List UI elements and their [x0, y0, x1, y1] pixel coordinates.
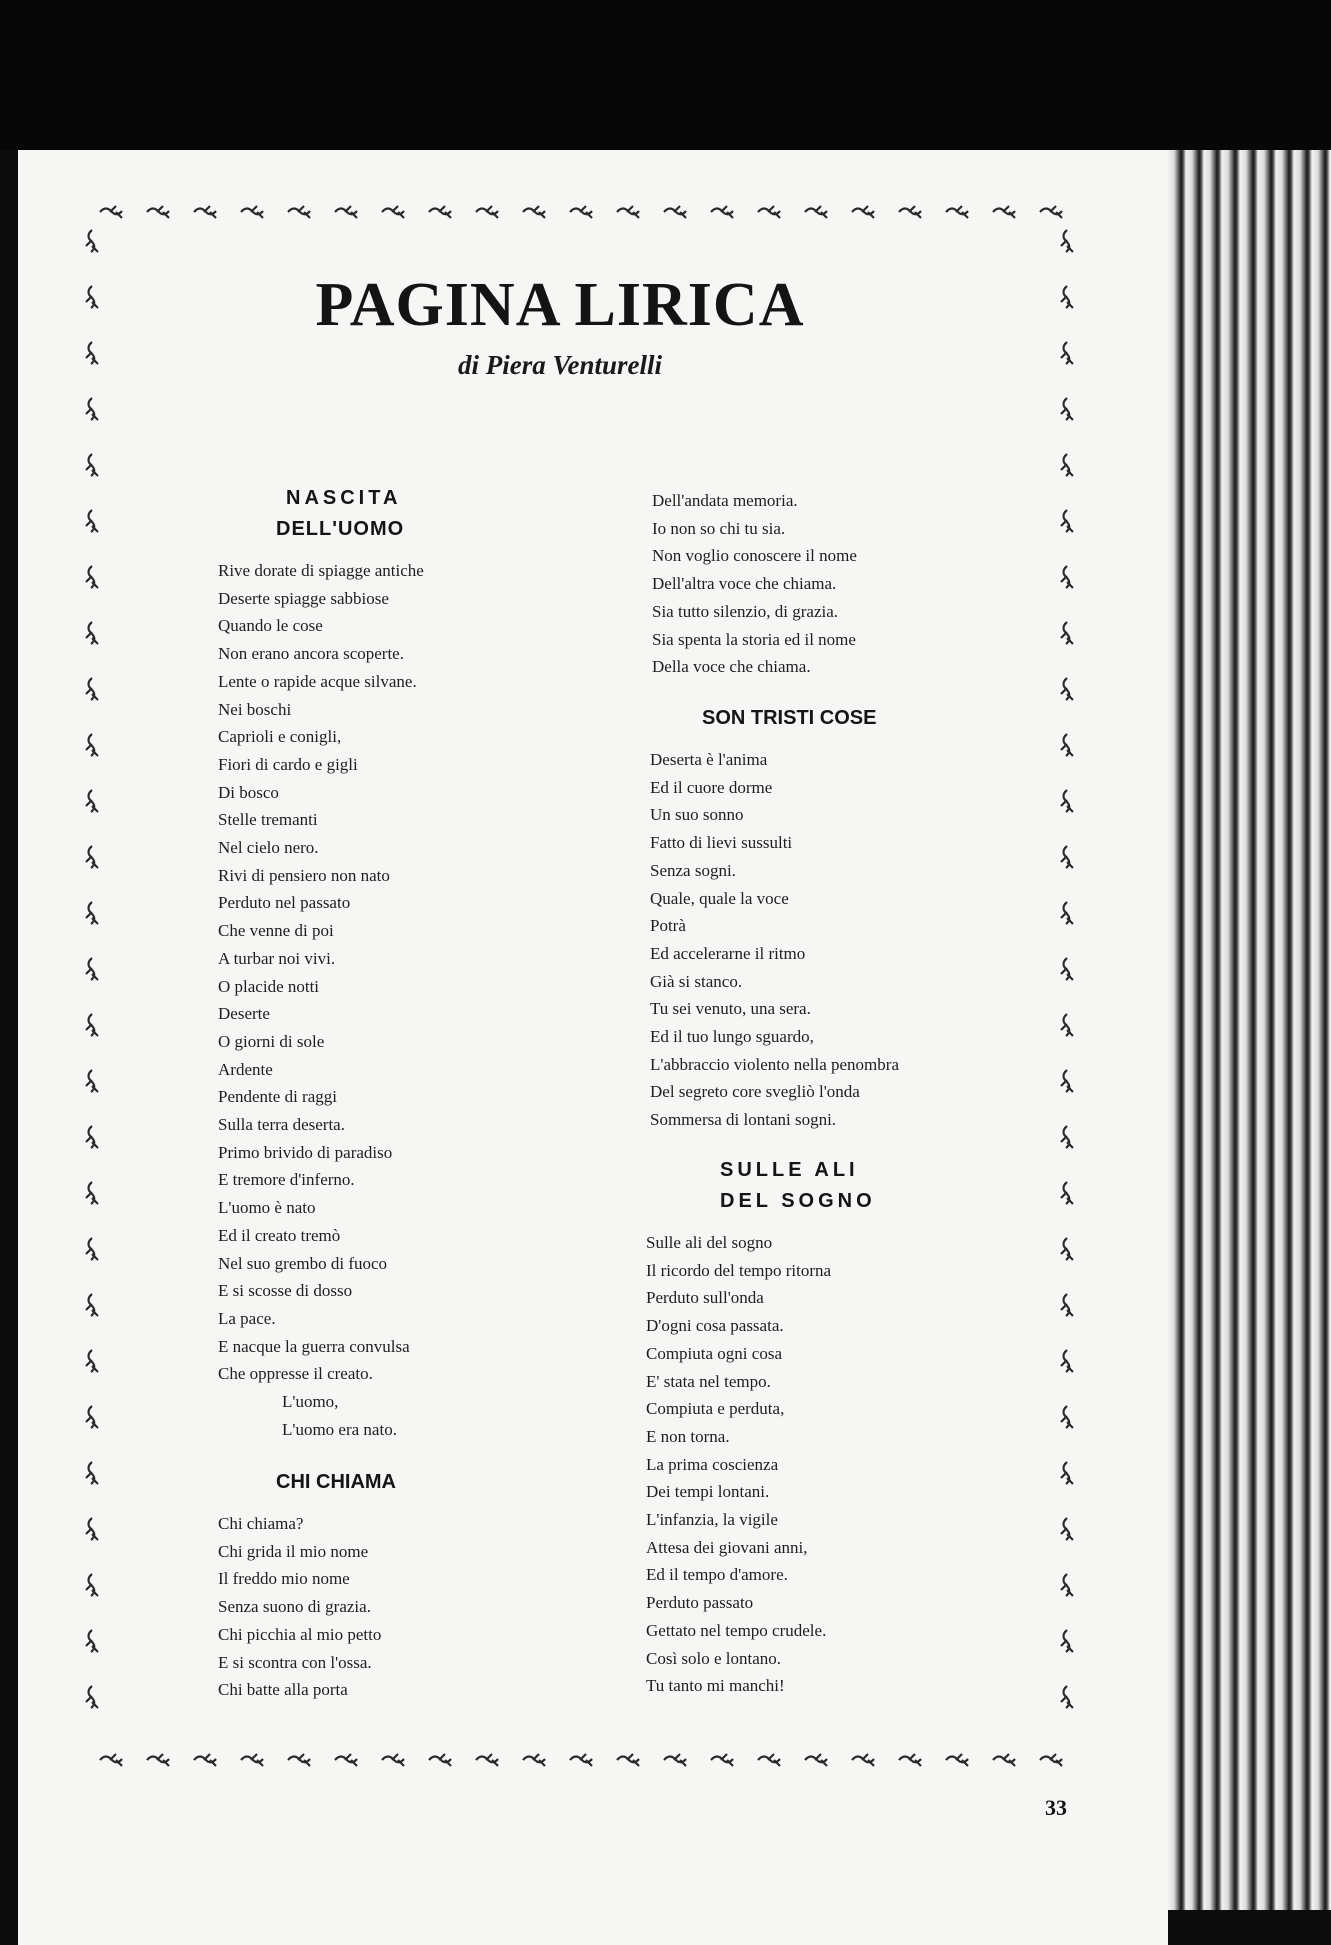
poem-line: Nei boschi	[218, 699, 292, 719]
poem-line: Primo brivido di paradiso	[218, 1142, 393, 1162]
poem-line: Deserte	[218, 1004, 270, 1024]
border-motif	[86, 1238, 98, 1260]
border-motif	[1061, 1350, 1073, 1372]
border-motif	[523, 1754, 545, 1766]
border-motif	[86, 1462, 98, 1484]
border-motif	[1061, 510, 1073, 532]
border-motif	[86, 734, 98, 756]
border-motif	[993, 206, 1015, 218]
poem-title-line: SULLE ALI	[720, 1159, 859, 1181]
poem-line: Attesa dei giovani anni,	[646, 1537, 808, 1557]
border-motif	[711, 206, 733, 218]
border-motif	[86, 1574, 98, 1596]
poem-line: Fiori di cardo e gigli	[218, 754, 358, 774]
border-motif	[805, 1754, 827, 1766]
poem-indented-lines	[218, 1388, 518, 1443]
border-motif	[1061, 1630, 1073, 1652]
poem-line: Gettato nel tempo crudele.	[646, 1620, 827, 1640]
border-motif	[1040, 1754, 1062, 1766]
poem-line: Quale, quale la voce	[650, 888, 789, 908]
border-motif	[86, 622, 98, 644]
poem-line: Tu tanto mi manchi!	[646, 1676, 785, 1696]
poem-line: E si scontra con l'ossa.	[218, 1652, 372, 1672]
poem-line: Del segreto core svegliò l'onda	[650, 1082, 860, 1102]
border-motif	[1061, 1406, 1073, 1428]
poem-line: E tremore d'inferno.	[218, 1170, 355, 1190]
border-motif	[1061, 678, 1073, 700]
poem-line: Il ricordo del tempo ritorna	[646, 1260, 832, 1280]
border-motif	[100, 1754, 122, 1766]
border-motif	[617, 1754, 639, 1766]
border-motif	[1061, 622, 1073, 644]
border-motif	[1061, 398, 1073, 420]
border-motif	[570, 1754, 592, 1766]
poem-title-line: NASCITA	[286, 487, 402, 509]
poem-line: Ed il creato tremò	[218, 1225, 341, 1245]
border-motif	[86, 1294, 98, 1316]
poem-line: Il freddo mio nome	[218, 1569, 350, 1589]
border-motif	[86, 1350, 98, 1372]
border-motif	[86, 678, 98, 700]
border-motif	[147, 1754, 169, 1766]
poem-line: Dell'altra voce che chiama.	[652, 574, 837, 594]
border-motif	[946, 1754, 968, 1766]
border-motif	[1061, 342, 1073, 364]
poem-line: A turbar noi vivi.	[218, 948, 336, 968]
border-motif	[86, 566, 98, 588]
poem-line: Nel suo grembo di fuoco	[218, 1253, 388, 1273]
poem-lines	[646, 1229, 986, 1700]
border-motif	[86, 398, 98, 420]
border-motif	[993, 1754, 1015, 1766]
poem-line: Così solo e lontano.	[646, 1648, 782, 1668]
border-motif	[1061, 286, 1073, 308]
poem-line: E' stata nel tempo.	[646, 1371, 771, 1391]
border-motif	[1061, 1182, 1073, 1204]
border-motif	[1061, 902, 1073, 924]
poem-line: Sia tutto silenzio, di grazia.	[652, 601, 839, 621]
border-motif	[86, 1126, 98, 1148]
border-motif	[429, 1754, 451, 1766]
border-motif	[664, 206, 686, 218]
border-motif	[852, 206, 874, 218]
border-motif	[1061, 230, 1073, 252]
poem-line: Ed il tempo d'amore.	[646, 1565, 788, 1585]
poem-lines	[218, 557, 518, 1388]
poem-line: Perduto passato	[646, 1593, 754, 1613]
border-motif	[86, 342, 98, 364]
border-motif	[86, 846, 98, 868]
poem-line: Che venne di poi	[218, 921, 334, 941]
border-motif	[1061, 846, 1073, 868]
border-motif	[476, 206, 498, 218]
border-motif	[86, 1182, 98, 1204]
poem-line: Fatto di lievi sussulti	[650, 833, 793, 853]
poem-line: Che oppresse il creato.	[218, 1364, 373, 1384]
poem-line: Lente o rapide acque silvane.	[218, 671, 417, 691]
border-motif	[1061, 1574, 1073, 1596]
poem-line: O placide notti	[218, 976, 320, 996]
poem-line: L'uomo,	[282, 1392, 339, 1412]
poem-line: Un suo sonno	[650, 805, 744, 825]
poem-title-line: DEL SOGNO	[720, 1190, 876, 1212]
border-motif	[899, 206, 921, 218]
border-motif	[86, 286, 98, 308]
poem-line: Deserte spiagge sabbiose	[218, 588, 389, 608]
poem-line: Nel cielo nero.	[218, 838, 319, 858]
poem-line: Io non so chi tu sia.	[652, 518, 786, 538]
poem-lines	[652, 487, 992, 681]
border-motif	[1061, 734, 1073, 756]
border-motif	[100, 206, 122, 218]
poem-line: Rive dorate di spiagge antiche	[218, 561, 424, 580]
border-motif	[241, 206, 263, 218]
poem-chi-chiama	[218, 1467, 518, 1704]
border-bottom-ornament	[80, 1748, 1075, 1772]
poem-line: Sulle ali del sogno	[646, 1233, 773, 1252]
border-motif	[1061, 1126, 1073, 1148]
poem-line: L'uomo è nato	[218, 1198, 316, 1218]
poem-line: Chi picchia al mio petto	[218, 1624, 382, 1644]
page-title: PAGINA LIRICA	[315, 271, 805, 339]
poem-title-line: SON TRISTI COSE	[702, 707, 877, 729]
poem-line: Perduto sull'onda	[646, 1288, 764, 1308]
border-motif	[1061, 454, 1073, 476]
page-number: 33	[1045, 1795, 1067, 1820]
border-motif	[1061, 1462, 1073, 1484]
border-motif	[523, 206, 545, 218]
poem-line: Chi chiama?	[218, 1514, 304, 1533]
border-motif	[1061, 958, 1073, 980]
poem-line: Sommersa di lontani sogni.	[650, 1110, 837, 1130]
poem-line: Dei tempi lontani.	[646, 1482, 770, 1502]
border-motif	[852, 1754, 874, 1766]
border-motif	[194, 206, 216, 218]
border-motif	[570, 206, 592, 218]
border-motif	[86, 1686, 98, 1708]
border-motif	[758, 206, 780, 218]
border-top-ornament	[80, 200, 1075, 224]
border-motif	[288, 206, 310, 218]
border-motif	[899, 1754, 921, 1766]
border-left-ornament	[80, 220, 104, 1750]
poem-line: E non torna.	[646, 1426, 730, 1446]
poem-line: La pace.	[218, 1308, 276, 1328]
poem-lines	[218, 1510, 518, 1704]
border-motif	[1061, 1518, 1073, 1540]
border-motif	[288, 1754, 310, 1766]
border-motif	[617, 206, 639, 218]
border-motif	[1061, 1686, 1073, 1708]
poem-line: E nacque la guerra convulsa	[218, 1336, 410, 1356]
dark-background	[0, 0, 1331, 150]
poem-line: Chi batte alla porta	[218, 1680, 348, 1700]
poem-line: La prima coscienza	[646, 1454, 779, 1474]
author-byline: di Piera Venturelli	[457, 350, 663, 380]
poem-line: Sulla terra deserta.	[218, 1115, 345, 1135]
border-motif	[147, 206, 169, 218]
poem-line: Ed il cuore dorme	[650, 777, 773, 797]
poem-title	[646, 1155, 986, 1217]
border-motif	[86, 1070, 98, 1092]
poem-line: Ardente	[218, 1059, 273, 1079]
border-motif	[476, 1754, 498, 1766]
poem-line: Perduto nel passato	[218, 893, 351, 913]
poem-line: Potrà	[650, 916, 686, 936]
poem-line: Quando le cose	[218, 616, 323, 636]
poem-title-line: DELL'UOMO	[276, 518, 405, 540]
border-motif	[86, 510, 98, 532]
poem-line: Di bosco	[218, 782, 279, 802]
poem-line: E si scosse di dosso	[218, 1281, 353, 1301]
poem-lines	[650, 746, 990, 1134]
poem-line: Non voglio conoscere il nome	[652, 546, 857, 566]
border-motif	[664, 1754, 686, 1766]
stacked-page-edges	[1150, 150, 1331, 1910]
border-right-ornament	[1055, 220, 1079, 1750]
poem-line: Tu sei venuto, una sera.	[650, 999, 811, 1019]
border-motif	[86, 902, 98, 924]
poem-line: Ed accelerarne il ritmo	[650, 943, 806, 963]
border-motif	[946, 206, 968, 218]
poem-son-tristi-cose	[650, 703, 990, 1134]
border-motif	[86, 230, 98, 252]
poem-line: Caprioli e conigli,	[218, 727, 342, 747]
border-motif	[86, 790, 98, 812]
border-motif	[86, 1406, 98, 1428]
poem-line: Non erano ancora scoperte.	[218, 644, 404, 664]
poem-title	[650, 703, 990, 734]
poem-line: Compiuta e perduta,	[646, 1399, 785, 1419]
poem-line: Già si stanco.	[650, 971, 743, 991]
border-motif	[335, 206, 357, 218]
border-motif	[382, 1754, 404, 1766]
border-motif	[805, 206, 827, 218]
poem-line: O giorni di sole	[218, 1031, 325, 1051]
poem-line: Stelle tremanti	[218, 810, 318, 830]
border-motif	[241, 1754, 263, 1766]
poem-line: L'uomo era nato.	[282, 1419, 397, 1439]
border-motif	[1061, 1238, 1073, 1260]
poem-title	[218, 483, 586, 545]
border-motif	[429, 206, 451, 218]
poem-line: Della voce che chiama.	[652, 657, 811, 677]
border-motif	[1061, 1014, 1073, 1036]
poem-line: Senza sogni.	[650, 860, 736, 880]
border-motif	[758, 1754, 780, 1766]
poem-line: Ed il tuo lungo sguardo,	[650, 1027, 814, 1047]
border-motif	[86, 454, 98, 476]
border-motif	[711, 1754, 733, 1766]
poem-line: Compiuta ogni cosa	[646, 1343, 782, 1363]
poem-line: Senza suono di grazia.	[218, 1597, 371, 1617]
border-motif	[1061, 1070, 1073, 1092]
border-motif	[382, 206, 404, 218]
border-motif	[86, 1014, 98, 1036]
border-motif	[86, 1518, 98, 1540]
poem-line: Dell'andata memoria.	[652, 491, 798, 510]
border-motif	[1040, 206, 1062, 218]
poem-nascita-dell-uomo	[218, 483, 518, 1444]
poem-title-line: CHI CHIAMA	[276, 1471, 396, 1493]
poem-line: Sia spenta la storia ed il nome	[652, 629, 856, 649]
border-motif	[1061, 790, 1073, 812]
poem-line: L'abbraccio violento nella penombra	[650, 1054, 899, 1074]
poem-chi-chiama-continued	[652, 487, 992, 681]
border-motif	[86, 958, 98, 980]
border-motif	[1061, 566, 1073, 588]
border-motif	[86, 1630, 98, 1652]
poem-line: L'infanzia, la vigile	[646, 1510, 778, 1530]
border-motif	[194, 1754, 216, 1766]
poem-line: Rivi di pensiero non nato	[218, 865, 390, 885]
poem-title	[218, 1467, 518, 1498]
poem-sulle-ali-del-sogno	[646, 1155, 986, 1700]
poem-line: Chi grida il mio nome	[218, 1541, 369, 1561]
poem-line: Pendente di raggi	[218, 1087, 337, 1107]
poem-line: Deserta è l'anima	[650, 750, 768, 769]
poem-line: D'ogni cosa passata.	[646, 1316, 784, 1336]
border-motif	[335, 1754, 357, 1766]
border-motif	[1061, 1294, 1073, 1316]
